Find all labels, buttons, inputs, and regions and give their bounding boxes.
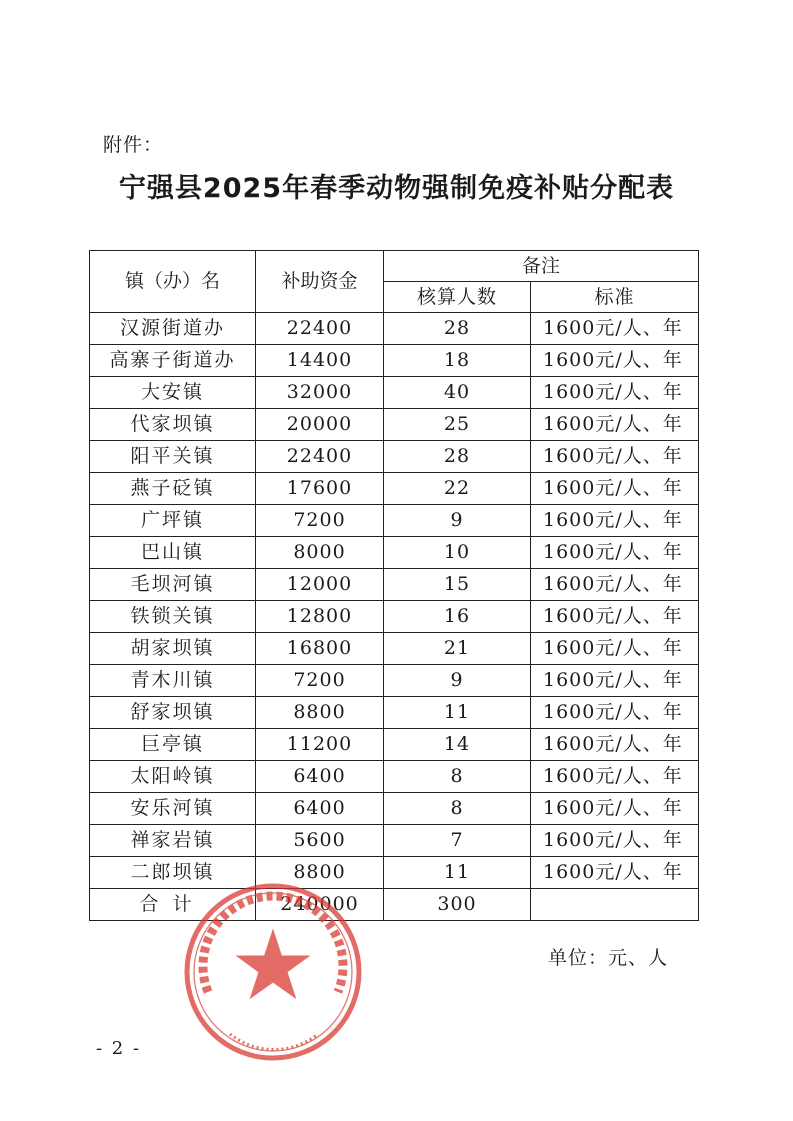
total-label: 合计 [90, 889, 256, 921]
row-standard: 1600元/人、年 [531, 761, 699, 793]
row-fund: 8800 [256, 857, 384, 889]
table-row [90, 441, 699, 473]
table-row [90, 569, 699, 601]
row-count: 40 [384, 377, 531, 409]
table-row [90, 409, 699, 441]
row-count: 25 [384, 409, 531, 441]
row-fund: 12000 [256, 569, 384, 601]
row-name: 广坪镇 [90, 505, 256, 537]
row-name: 二郎坝镇 [90, 857, 256, 889]
row-fund: 17600 [256, 473, 384, 505]
row-count: 10 [384, 537, 531, 569]
row-standard: 1600元/人、年 [531, 377, 699, 409]
row-name: 太阳岭镇 [90, 761, 256, 793]
table-row [90, 793, 699, 825]
row-name: 燕子砭镇 [90, 473, 256, 505]
row-count: 8 [384, 793, 531, 825]
row-count: 16 [384, 601, 531, 633]
row-standard: 1600元/人、年 [531, 313, 699, 345]
table-row [90, 729, 699, 761]
row-count: 22 [384, 473, 531, 505]
table-row [90, 633, 699, 665]
row-name: 毛坝河镇 [90, 569, 256, 601]
row-name: 高寨子街道办 [90, 345, 256, 377]
row-standard: 1600元/人、年 [531, 633, 699, 665]
row-name: 青木川镇 [90, 665, 256, 697]
row-standard: 1600元/人、年 [531, 409, 699, 441]
row-name: 禅家岩镇 [90, 825, 256, 857]
row-name: 巴山镇 [90, 537, 256, 569]
header-count: 核算人数 [384, 282, 531, 313]
row-fund: 7200 [256, 665, 384, 697]
row-fund: 22400 [256, 441, 384, 473]
header-standard: 标准 [531, 282, 699, 313]
row-fund: 8800 [256, 697, 384, 729]
table-row [90, 825, 699, 857]
row-standard: 1600元/人、年 [531, 569, 699, 601]
header-fund: 补助资金 [256, 251, 384, 313]
row-standard: 1600元/人、年 [531, 537, 699, 569]
row-fund: 8000 [256, 537, 384, 569]
row-standard: 1600元/人、年 [531, 601, 699, 633]
total-count: 300 [384, 889, 531, 921]
row-count: 28 [384, 441, 531, 473]
row-count: 7 [384, 825, 531, 857]
row-count: 14 [384, 729, 531, 761]
row-name: 阳平关镇 [90, 441, 256, 473]
row-standard: 1600元/人、年 [531, 825, 699, 857]
row-fund: 16800 [256, 633, 384, 665]
table-row [90, 665, 699, 697]
row-count: 21 [384, 633, 531, 665]
unit-note: 单位：元、人 [548, 947, 669, 969]
row-count: 28 [384, 313, 531, 345]
row-standard: 1600元/人、年 [531, 441, 699, 473]
attachment-label: 附件： [103, 134, 164, 156]
row-standard: 1600元/人、年 [531, 665, 699, 697]
allocation-table [89, 250, 699, 921]
total-fund: 240000 [256, 889, 384, 921]
total-standard [531, 889, 699, 921]
row-fund: 5600 [256, 825, 384, 857]
row-count: 11 [384, 857, 531, 889]
row-standard: 1600元/人、年 [531, 729, 699, 761]
row-fund: 20000 [256, 409, 384, 441]
row-name: 大安镇 [90, 377, 256, 409]
row-name: 胡家坝镇 [90, 633, 256, 665]
row-fund: 11200 [256, 729, 384, 761]
row-fund: 22400 [256, 313, 384, 345]
header-name: 镇（办）名 [90, 251, 256, 313]
row-count: 11 [384, 697, 531, 729]
row-fund: 12800 [256, 601, 384, 633]
row-standard: 1600元/人、年 [531, 697, 699, 729]
row-fund: 14400 [256, 345, 384, 377]
row-standard: 1600元/人、年 [531, 505, 699, 537]
row-name: 舒家坝镇 [90, 697, 256, 729]
page-title: 宁强县2025年春季动物强制免疫补贴分配表 [118, 173, 675, 204]
row-standard: 1600元/人、年 [531, 345, 699, 377]
row-count: 9 [384, 505, 531, 537]
row-name: 代家坝镇 [90, 409, 256, 441]
table-row [90, 313, 699, 345]
row-fund: 32000 [256, 377, 384, 409]
row-fund: 6400 [256, 761, 384, 793]
row-count: 15 [384, 569, 531, 601]
row-name: 汉源街道办 [90, 313, 256, 345]
row-standard: 1600元/人、年 [531, 793, 699, 825]
table-row [90, 537, 699, 569]
row-fund: 6400 [256, 793, 384, 825]
row-count: 18 [384, 345, 531, 377]
row-name: 巨亭镇 [90, 729, 256, 761]
header-remarks: 备注 [384, 251, 699, 282]
row-count: 8 [384, 761, 531, 793]
table-row [90, 377, 699, 409]
row-standard: 1600元/人、年 [531, 473, 699, 505]
table-row [90, 761, 699, 793]
table-row [90, 345, 699, 377]
official-seal-icon [168, 872, 378, 1072]
row-fund: 7200 [256, 505, 384, 537]
table-row [90, 697, 699, 729]
table-row [90, 505, 699, 537]
table-row [90, 473, 699, 505]
table-row [90, 601, 699, 633]
row-name: 铁锁关镇 [90, 601, 256, 633]
row-count: 9 [384, 665, 531, 697]
row-standard: 1600元/人、年 [531, 857, 699, 889]
row-name: 安乐河镇 [90, 793, 256, 825]
page-number: - 2 - [96, 1038, 142, 1059]
